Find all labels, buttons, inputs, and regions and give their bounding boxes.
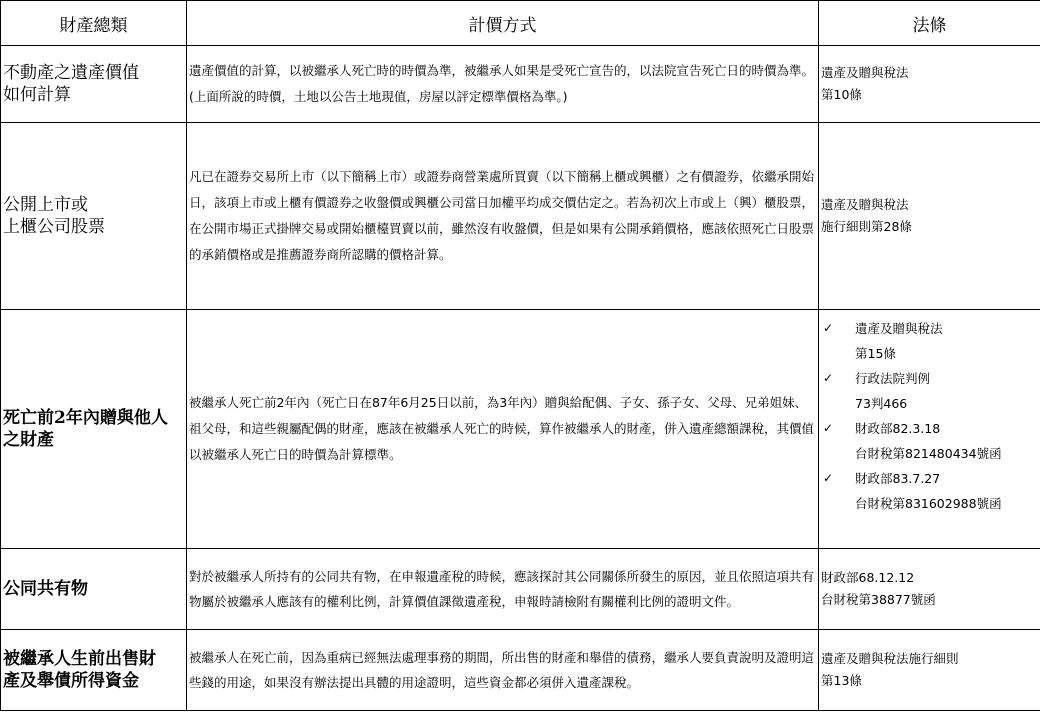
category-cell [1, 46, 187, 123]
law-line: 行政法院判例 [855, 371, 931, 386]
method-text: 對於被繼承人所持有的公同共有物，在申報遺產稅的時候，應該探討其公同關係所發生的原因，並且依照這項共有物屬於被繼承人應該有的權利比例，計算價值課徵遺產稅，申報時請檢附有關權利比例的證明文件。 [189, 569, 815, 609]
law-list [821, 310, 1038, 522]
check-icon: ✓ [823, 371, 834, 385]
category-line: 公開上市或 [3, 195, 88, 215]
method-cell [187, 310, 819, 549]
law-list-item [821, 466, 1038, 516]
method-cell [187, 630, 819, 711]
category-line: 死亡前2年內贈與他人 [3, 408, 168, 428]
category-line: 公同共有物 [3, 579, 88, 599]
category-line: 之財產 [3, 430, 54, 450]
method-cell [187, 123, 819, 310]
law-cell [819, 549, 1040, 630]
law-list-item [821, 316, 1038, 366]
category-cell [1, 310, 187, 549]
method-text: 遺產價值的計算，以被繼承人死亡時的時價為準，被繼承人如果是受死亡宣告的，以法院宣告死亡日的時價為準。 [189, 63, 815, 78]
category-line: 產及舉債所得資金 [3, 671, 139, 691]
law-line: 台財稅第821480434號函 [855, 446, 1002, 461]
law-line: 台財稅第831602988號函 [855, 496, 1002, 511]
header-law: 法條 [819, 1, 1040, 46]
check-icon: ✓ [823, 471, 834, 485]
table-row [1, 549, 1040, 630]
header-category: 財產總類 [1, 1, 187, 46]
category-line: 不動產之遺產價值 [3, 63, 139, 83]
law-list-item [821, 416, 1038, 466]
law-line: 第10條 [821, 87, 862, 102]
law-line: 第15條 [855, 346, 896, 361]
category-cell [1, 630, 187, 711]
table-row [1, 46, 1040, 123]
law-line: 施行細則第28條 [821, 219, 912, 234]
law-line: 遺產及贈與稅法 [821, 65, 909, 80]
check-icon: ✓ [823, 321, 834, 335]
category-line: 上櫃公司股票 [3, 217, 105, 237]
category-cell [1, 549, 187, 630]
table-row [1, 630, 1040, 711]
method-cell [187, 549, 819, 630]
category-line: 被繼承人生前出售財 [3, 649, 156, 669]
method-text: 凡已在證券交易所上市（以下簡稱上市）或證券商營業處所買賣（以下簡稱上櫃或興櫃）之有價證券，依繼承開始日，該項上市或上櫃有價證券之收盤價或興櫃公司當日加權平均成交價估定之。若為初次上市或上（興）櫃股票，在公開市場正式掛牌交易或開始櫃檯買賣以前，雖然沒有收盤價，但是如果有公開承銷價格，應該依照死亡日股票的承銷價格或是推薦證券商所認購的價格計算。 [189, 169, 815, 262]
law-line: 73判466 [855, 396, 908, 411]
check-icon: ✓ [823, 421, 834, 435]
method-text: (上面所說的時價，土地以公告土地現值，房屋以評定標準價格為準。) [189, 89, 568, 104]
law-cell [819, 123, 1040, 310]
law-line: 財政部68.12.12 [821, 570, 915, 585]
table-row [1, 310, 1040, 549]
method-text: 被繼承人死亡前2年內（死亡日在87年6月25日以前，為3年內）贈與給配偶、子女、孫子女、父母、兄弟姐妹、祖父母，和這些親屬配偶的財產，應該在被繼承人死亡的時候，算作被繼承人的財產，併入遺產總額課稅，其價值以被繼承人死亡日的時價為計算標準。 [189, 395, 815, 462]
method-cell [187, 46, 819, 123]
law-line: 遺產及贈與稅法 [821, 197, 909, 212]
category-cell [1, 123, 187, 310]
law-line: 台財稅第38877號函 [821, 592, 936, 607]
law-cell [819, 46, 1040, 123]
table-row [1, 123, 1040, 310]
law-cell [819, 630, 1040, 711]
law-line: 財政部82.3.18 [855, 421, 941, 436]
header-method: 計價方式 [187, 1, 819, 46]
law-line: 遺產及贈與稅法 [855, 321, 943, 336]
law-cell [819, 310, 1040, 549]
law-line: 財政部83.7.27 [855, 471, 941, 486]
header-row [1, 1, 1040, 46]
category-line: 如何計算 [3, 85, 71, 105]
law-list-item [821, 366, 1038, 416]
law-line: 遺產及贈與稅法施行細則 [821, 651, 959, 666]
law-line: 第13條 [821, 673, 862, 688]
method-text: 被繼承人在死亡前，因為重病已經無法處理事務的期間，所出售的財產和舉借的債務，繼承人要負責說明及證明這些錢的用途，如果沒有辦法提出具體的用途證明，這些資金都必須併入遺產課稅。 [189, 650, 815, 690]
